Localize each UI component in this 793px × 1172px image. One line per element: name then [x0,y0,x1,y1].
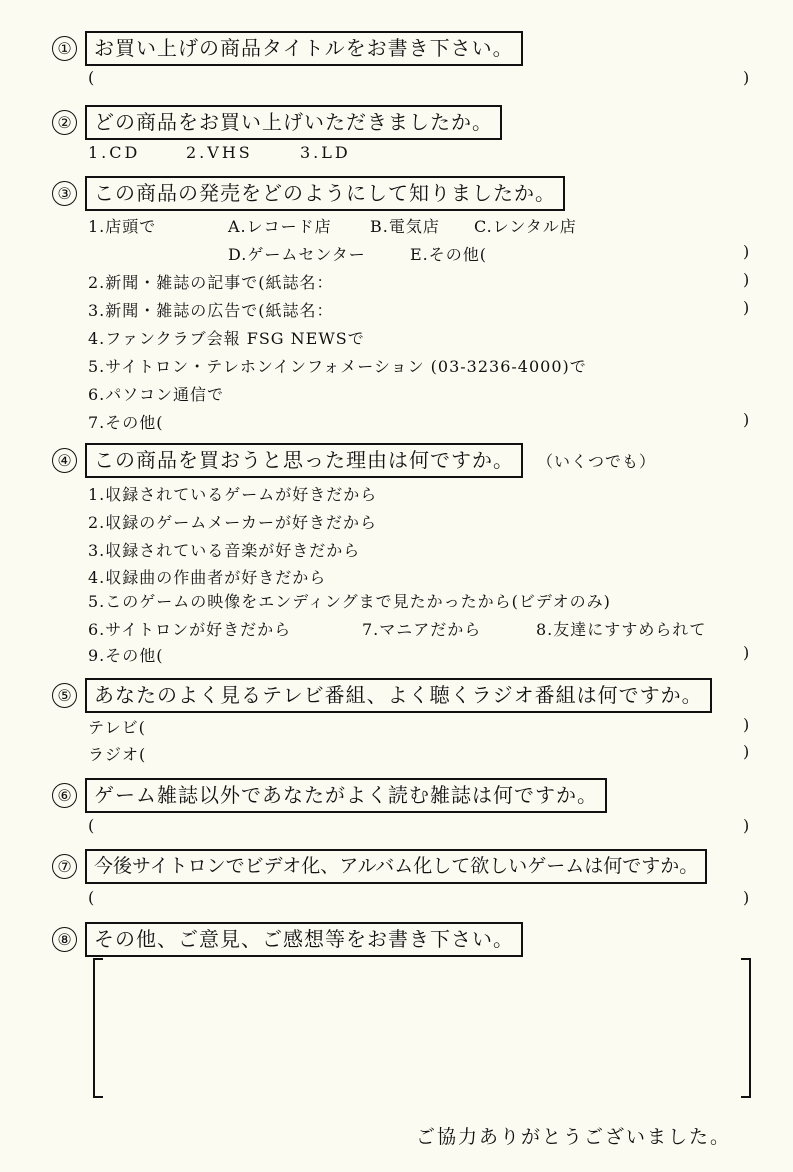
question-note: （いくつでも） [537,452,657,471]
q4-option-7[interactable]: 7.マニアだから [362,620,482,639]
paren-close: ) [743,715,750,734]
q3-option-1d[interactable]: D.ゲームセンター [228,245,366,264]
paren-close: ) [743,242,750,261]
question-title: この商品の発売をどのようにして知りましたか。 [85,176,565,211]
q5-tv-field[interactable]: テレビ( [88,718,146,737]
paren-close: ) [743,888,750,907]
question-number: ② [52,110,77,135]
question-title: その他、ご意見、ご感想等をお書き下さい。 [85,922,523,957]
paren-close: ) [743,742,750,761]
paren-close: ) [743,270,750,289]
question-4-heading [52,443,656,478]
comment-box-right-bracket [741,958,751,1098]
q4-option-3[interactable]: 3.収録されている音楽が好きだから [88,541,361,560]
q3-option-1b[interactable]: B.電気店 [370,217,440,236]
question-1-heading [52,31,523,66]
question-number: ③ [52,181,77,206]
question-8-heading [52,922,523,957]
q6-answer-paren-open[interactable]: ( [88,816,96,835]
comment-box-left-bracket [93,958,103,1098]
q4-option-5[interactable]: 5.このゲームの映像をエンディングまで見たかったから(ビデオのみ) [88,592,611,611]
paren-close: ) [743,816,750,835]
q4-option-4[interactable]: 4.収録曲の作曲者が好きだから [88,568,327,587]
question-number: ④ [52,448,77,473]
question-5-heading [52,678,712,713]
question-6-heading [52,778,607,813]
question-2-heading [52,105,502,140]
question-number: ⑧ [52,927,77,952]
q5-radio-field[interactable]: ラジオ( [88,745,147,764]
q4-option-2[interactable]: 2.収録のゲームメーカーが好きだから [88,513,377,532]
option-cd[interactable]: 1.CD [88,143,141,162]
q3-option-5[interactable]: 5.サイトロン・テレホンインフォメーション (03-3236-4000)で [88,357,587,376]
q3-option-7[interactable]: 7.その他( [88,413,164,432]
paren-close: ) [743,643,750,662]
question-number: ① [52,36,77,61]
q3-option-1a[interactable]: A.レコード店 [228,217,332,236]
q3-option-3[interactable]: 3.新聞・雑誌の広告で(紙誌名： [88,301,334,320]
question-number: ⑥ [52,783,77,808]
q3-option-2[interactable]: 2.新聞・雑誌の記事で(紙誌名： [88,273,334,292]
question-title: お買い上げの商品タイトルをお書き下さい。 [85,31,523,66]
question-3-heading [52,176,565,211]
question-7-heading [52,849,707,884]
question-number: ⑤ [52,683,77,708]
q3-option-1[interactable]: 1.店頭で [88,217,157,236]
q1-answer-paren-open[interactable]: ( [88,68,96,87]
comment-area[interactable] [104,962,734,1090]
option-vhs[interactable]: 2.VHS [186,143,253,162]
q4-option-6[interactable]: 6.サイトロンが好きだから [88,620,292,639]
option-ld[interactable]: 3.LD [300,143,351,162]
question-title: あなたのよく見るテレビ番組、よく聴くラジオ番組は何ですか。 [85,678,712,713]
question-title: この商品を買おうと思った理由は何ですか。 [85,443,523,478]
q3-option-4[interactable]: 4.ファンクラブ会報 FSG NEWSで [88,329,365,348]
q4-option-9[interactable]: 9.その他( [88,646,164,665]
question-title: どの商品をお買い上げいただきましたか。 [85,105,502,140]
q7-answer-paren-open[interactable]: ( [88,888,96,907]
q1-answer-paren-close: ) [743,68,750,87]
q4-option-8[interactable]: 8.友達にすすめられて [536,620,707,639]
thanks-message: ご協力ありがとうございました。 [416,1126,732,1148]
question-title: 今後サイトロンでビデオ化、アルバム化して欲しいゲームは何ですか。 [85,849,707,884]
question-title: ゲーム雑誌以外であなたがよく読む雑誌は何ですか。 [85,778,607,813]
q3-option-6[interactable]: 6.パソコン通信で [88,385,224,404]
q4-option-1[interactable]: 1.収録されているゲームが好きだから [88,485,378,504]
question-number: ⑦ [52,854,77,879]
paren-close: ) [743,298,750,317]
paren-close: ) [743,410,750,429]
q3-option-1c[interactable]: C.レンタル店 [474,217,577,236]
q3-option-1e[interactable]: E.その他( [410,245,488,264]
